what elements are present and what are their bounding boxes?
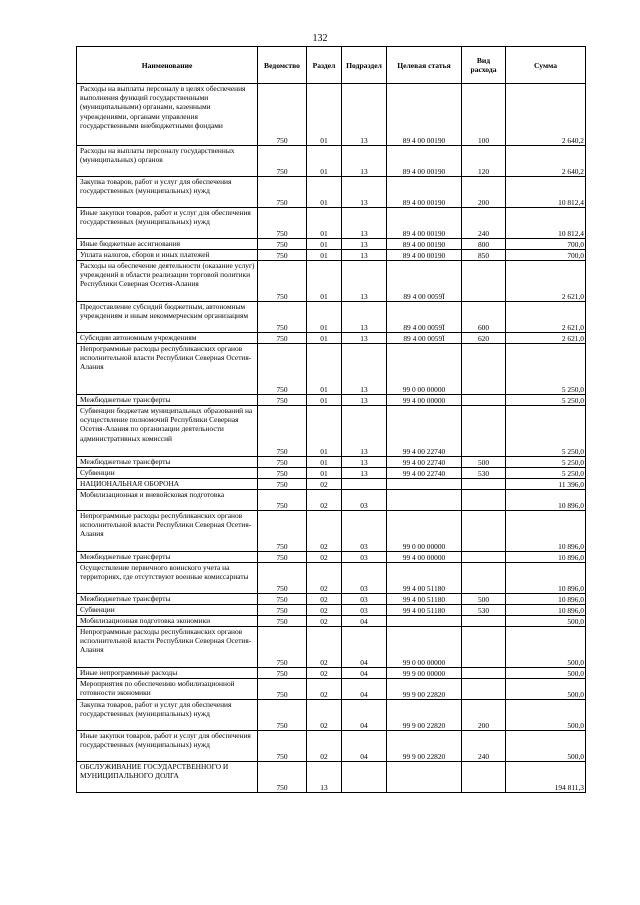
column-header-vedomstvo: Ведомство: [258, 47, 307, 84]
row-podrazdel-cell: 03: [342, 552, 387, 563]
row-podrazdel-cell: 04: [342, 700, 387, 731]
row-razdel-cell: 02: [307, 679, 342, 700]
row-podrazdel-cell: [342, 762, 387, 793]
row-name-cell: ОБСЛУЖИВАНИЕ ГОСУДАРСТВЕННОГО И МУНИЦИПАЛЬНОГО ДОЛГА: [77, 762, 258, 793]
row-target-article-cell: 99 9 00 22820: [387, 731, 462, 762]
row-name-cell: Закупка товаров, работ и услуг для обеспечения государственных (муниципальных) нужд: [77, 177, 258, 208]
row-name-cell: Субвенции: [77, 468, 258, 479]
row-vedomstvo-cell: 750: [258, 146, 307, 177]
column-header-expense-type: Вид расхода: [462, 47, 506, 84]
row-expense-type-cell: 500: [462, 457, 506, 468]
table-row: [77, 627, 586, 668]
table-row: [77, 84, 586, 146]
table-row: [77, 490, 586, 511]
row-podrazdel-cell: 04: [342, 668, 387, 679]
row-vedomstvo-cell: 750: [258, 490, 307, 511]
row-podrazdel-cell: 13: [342, 333, 387, 344]
row-sum-cell: 500,0: [506, 731, 586, 762]
row-vedomstvo-cell: 750: [258, 261, 307, 302]
table-row: [77, 511, 586, 552]
row-target-article-cell: 89 4 00 0059Ї: [387, 302, 462, 333]
row-podrazdel-cell: 04: [342, 731, 387, 762]
row-expense-type-cell: 120: [462, 146, 506, 177]
row-razdel-cell: 01: [307, 468, 342, 479]
table-row: [77, 668, 586, 679]
row-sum-cell: 10 896,0: [506, 490, 586, 511]
row-sum-cell: 2 621,0: [506, 261, 586, 302]
row-target-article-cell: 99 9 00 00000: [387, 668, 462, 679]
row-razdel-cell: 02: [307, 668, 342, 679]
table-row: [77, 177, 586, 208]
row-podrazdel-cell: 13: [342, 468, 387, 479]
row-vedomstvo-cell: 750: [258, 700, 307, 731]
row-razdel-cell: 01: [307, 395, 342, 406]
row-name-cell: Расходы на обеспечение деятельности (оказание услуг) учреждений в области реализации торговой политики Республики Северная Осетия-Алания: [77, 261, 258, 302]
row-target-article-cell: 89 4 00 00190: [387, 208, 462, 239]
row-expense-type-cell: 530: [462, 468, 506, 479]
row-name-cell: Мобилизационная подготовка экономики: [77, 616, 258, 627]
table-row: [77, 731, 586, 762]
row-podrazdel-cell: 13: [342, 208, 387, 239]
row-target-article-cell: 99 4 00 51180: [387, 605, 462, 616]
row-target-article-cell: 99 4 00 51180: [387, 563, 462, 594]
row-expense-type-cell: 620: [462, 333, 506, 344]
row-vedomstvo-cell: 750: [258, 457, 307, 468]
row-expense-type-cell: 200: [462, 177, 506, 208]
row-expense-type-cell: [462, 406, 506, 457]
row-sum-cell: 10 896,0: [506, 563, 586, 594]
row-expense-type-cell: [462, 679, 506, 700]
row-razdel-cell: 01: [307, 208, 342, 239]
table-row: [77, 594, 586, 605]
row-target-article-cell: [387, 490, 462, 511]
row-podrazdel-cell: 13: [342, 146, 387, 177]
table-row: [77, 261, 586, 302]
row-vedomstvo-cell: 750: [258, 616, 307, 627]
row-podrazdel-cell: [342, 479, 387, 490]
row-name-cell: Иные непрограммные расходы: [77, 668, 258, 679]
row-razdel-cell: 13: [307, 762, 342, 793]
row-razdel-cell: 02: [307, 594, 342, 605]
row-expense-type-cell: [462, 479, 506, 490]
row-sum-cell: 500,0: [506, 616, 586, 627]
row-sum-cell: 700,0: [506, 239, 586, 250]
row-name-cell: Закупка товаров, работ и услуг для обеспечения государственных (муниципальных) нужд: [77, 700, 258, 731]
row-razdel-cell: 01: [307, 457, 342, 468]
row-razdel-cell: 01: [307, 302, 342, 333]
row-razdel-cell: 02: [307, 605, 342, 616]
row-vedomstvo-cell: 750: [258, 239, 307, 250]
row-sum-cell: 5 250,0: [506, 344, 586, 395]
row-vedomstvo-cell: 750: [258, 594, 307, 605]
table-row: [77, 762, 586, 793]
row-podrazdel-cell: 13: [342, 177, 387, 208]
row-sum-cell: 10 812,4: [506, 177, 586, 208]
row-expense-type-cell: 530: [462, 605, 506, 616]
row-podrazdel-cell: 13: [342, 395, 387, 406]
row-expense-type-cell: 500: [462, 594, 506, 605]
row-target-article-cell: [387, 616, 462, 627]
row-sum-cell: 10 896,0: [506, 605, 586, 616]
row-sum-cell: 5 250,0: [506, 395, 586, 406]
row-vedomstvo-cell: 750: [258, 563, 307, 594]
row-podrazdel-cell: 13: [342, 250, 387, 261]
row-vedomstvo-cell: 750: [258, 250, 307, 261]
row-razdel-cell: 02: [307, 479, 342, 490]
row-vedomstvo-cell: 750: [258, 552, 307, 563]
row-expense-type-cell: [462, 563, 506, 594]
row-name-cell: Межбюджетные трансферты: [77, 395, 258, 406]
row-sum-cell: 500,0: [506, 700, 586, 731]
row-sum-cell: 500,0: [506, 668, 586, 679]
row-razdel-cell: 01: [307, 84, 342, 146]
table-row: [77, 552, 586, 563]
row-podrazdel-cell: 04: [342, 616, 387, 627]
row-podrazdel-cell: 04: [342, 627, 387, 668]
row-target-article-cell: [387, 762, 462, 793]
row-expense-type-cell: [462, 668, 506, 679]
table-row: [77, 700, 586, 731]
row-podrazdel-cell: 03: [342, 511, 387, 552]
row-podrazdel-cell: 13: [342, 406, 387, 457]
row-target-article-cell: 99 9 00 22820: [387, 679, 462, 700]
row-name-cell: Межбюджетные трансферты: [77, 594, 258, 605]
row-target-article-cell: 99 9 00 22820: [387, 700, 462, 731]
row-razdel-cell: 02: [307, 731, 342, 762]
row-name-cell: Иные бюджетные ассигнования: [77, 239, 258, 250]
row-target-article-cell: 99 4 00 22740: [387, 457, 462, 468]
row-vedomstvo-cell: 750: [258, 731, 307, 762]
table-row: [77, 146, 586, 177]
budget-table: [76, 46, 586, 793]
row-podrazdel-cell: 13: [342, 457, 387, 468]
row-podrazdel-cell: 13: [342, 84, 387, 146]
column-header-target-article: Целевая статья: [387, 47, 462, 84]
row-expense-type-cell: [462, 490, 506, 511]
row-sum-cell: 10 812,4: [506, 208, 586, 239]
row-vedomstvo-cell: 750: [258, 627, 307, 668]
row-podrazdel-cell: 03: [342, 563, 387, 594]
row-sum-cell: 2 640,2: [506, 84, 586, 146]
row-vedomstvo-cell: 750: [258, 762, 307, 793]
row-vedomstvo-cell: 750: [258, 302, 307, 333]
row-expense-type-cell: 200: [462, 700, 506, 731]
row-vedomstvo-cell: 750: [258, 84, 307, 146]
row-name-cell: Мобилизационная и вневойсковая подготовка: [77, 490, 258, 511]
row-name-cell: Непрограммные расходы республиканских органов исполнительной власти Республики Северная Осетия-Алания: [77, 511, 258, 552]
row-expense-type-cell: [462, 762, 506, 793]
row-expense-type-cell: 240: [462, 208, 506, 239]
row-name-cell: Иные закупки товаров, работ и услуг для обеспечения государственных (муниципальных) нужд: [77, 208, 258, 239]
row-expense-type-cell: [462, 261, 506, 302]
row-vedomstvo-cell: 750: [258, 511, 307, 552]
row-target-article-cell: 89 4 00 00190: [387, 177, 462, 208]
row-name-cell: Осуществление первичного воинского учета на территориях, где отсутствуют военные комиссариаты: [77, 563, 258, 594]
row-name-cell: Расходы на выплаты персоналу государственных (муниципальных) органов: [77, 146, 258, 177]
row-razdel-cell: 02: [307, 563, 342, 594]
row-name-cell: Расходы на выплаты персоналу в целях обеспечения выполнения функций государственными (муниципальными) органами, казенными учреждениями, органами управления государственными внебюджетными фондами: [77, 84, 258, 146]
row-vedomstvo-cell: 750: [258, 679, 307, 700]
row-podrazdel-cell: 13: [342, 344, 387, 395]
row-target-article-cell: 99 4 00 22740: [387, 406, 462, 457]
table-row: [77, 468, 586, 479]
row-vedomstvo-cell: 750: [258, 468, 307, 479]
row-vedomstvo-cell: 750: [258, 177, 307, 208]
row-vedomstvo-cell: 750: [258, 344, 307, 395]
row-target-article-cell: 99 4 00 00000: [387, 395, 462, 406]
column-header-sum: Сумма: [506, 47, 586, 84]
row-podrazdel-cell: 13: [342, 239, 387, 250]
table-row: [77, 457, 586, 468]
table-row: [77, 406, 586, 457]
row-sum-cell: 5 250,0: [506, 406, 586, 457]
row-razdel-cell: 01: [307, 177, 342, 208]
row-sum-cell: 2 640,2: [506, 146, 586, 177]
row-razdel-cell: 01: [307, 344, 342, 395]
row-expense-type-cell: 800: [462, 239, 506, 250]
row-name-cell: Субсидии автономным учреждениям: [77, 333, 258, 344]
row-target-article-cell: 99 0 00 00000: [387, 344, 462, 395]
row-target-article-cell: 99 4 00 22740: [387, 468, 462, 479]
row-name-cell: Межбюджетные трансферты: [77, 552, 258, 563]
table-row: [77, 479, 586, 490]
row-name-cell: Межбюджетные трансферты: [77, 457, 258, 468]
row-sum-cell: 500,0: [506, 679, 586, 700]
row-podrazdel-cell: 03: [342, 594, 387, 605]
row-name-cell: Уплата налогов, сборов и иных платежей: [77, 250, 258, 261]
table-row: [77, 344, 586, 395]
row-sum-cell: 2 621,0: [506, 302, 586, 333]
row-sum-cell: 700,0: [506, 250, 586, 261]
row-vedomstvo-cell: 750: [258, 208, 307, 239]
table-row: [77, 605, 586, 616]
row-vedomstvo-cell: 750: [258, 395, 307, 406]
row-razdel-cell: 01: [307, 146, 342, 177]
row-name-cell: Субвенции бюджетам муниципальных образований на осуществление полномочий Республики Северная Осетия-Алания по организации деятельности административных комиссий: [77, 406, 258, 457]
row-expense-type-cell: 600: [462, 302, 506, 333]
row-vedomstvo-cell: 750: [258, 333, 307, 344]
row-vedomstvo-cell: 750: [258, 479, 307, 490]
table-row: [77, 239, 586, 250]
row-expense-type-cell: 240: [462, 731, 506, 762]
table-row: [77, 333, 586, 344]
row-sum-cell: 2 621,0: [506, 333, 586, 344]
row-target-article-cell: 99 4 00 51180: [387, 594, 462, 605]
row-expense-type-cell: [462, 627, 506, 668]
row-expense-type-cell: 850: [462, 250, 506, 261]
table-row: [77, 302, 586, 333]
row-name-cell: НАЦИОНАЛЬНАЯ ОБОРОНА: [77, 479, 258, 490]
table-row: [77, 563, 586, 594]
row-expense-type-cell: 100: [462, 84, 506, 146]
row-sum-cell: 5 250,0: [506, 468, 586, 479]
row-razdel-cell: 02: [307, 616, 342, 627]
row-target-article-cell: 89 4 00 00190: [387, 146, 462, 177]
column-header-podrazdel: Подраздел: [342, 47, 387, 84]
row-razdel-cell: 02: [307, 552, 342, 563]
row-target-article-cell: 89 4 00 0059Ї: [387, 261, 462, 302]
row-expense-type-cell: [462, 395, 506, 406]
row-sum-cell: 194 811,3: [506, 762, 586, 793]
row-razdel-cell: 02: [307, 490, 342, 511]
row-vedomstvo-cell: 750: [258, 406, 307, 457]
row-podrazdel-cell: 03: [342, 490, 387, 511]
row-target-article-cell: 99 0 00 00000: [387, 511, 462, 552]
row-sum-cell: 10 896,0: [506, 594, 586, 605]
row-razdel-cell: 01: [307, 239, 342, 250]
row-name-cell: Непрограммные расходы республиканских органов исполнительной власти Республики Северная Осетия-Алания: [77, 344, 258, 395]
row-sum-cell: 10 896,0: [506, 552, 586, 563]
row-target-article-cell: 89 4 00 00190: [387, 250, 462, 261]
row-name-cell: Непрограммные расходы республиканских органов исполнительной власти Республики Северная Осетия-Алания: [77, 627, 258, 668]
row-sum-cell: 10 896,0: [506, 511, 586, 552]
row-expense-type-cell: [462, 511, 506, 552]
row-vedomstvo-cell: 750: [258, 605, 307, 616]
table-row: [77, 616, 586, 627]
row-razdel-cell: 02: [307, 700, 342, 731]
row-name-cell: Субвенции: [77, 605, 258, 616]
row-razdel-cell: 01: [307, 333, 342, 344]
row-razdel-cell: 01: [307, 406, 342, 457]
row-name-cell: Мероприятия по обеспечению мобилизационной готовности экономики: [77, 679, 258, 700]
row-target-article-cell: 89 4 00 00190: [387, 239, 462, 250]
row-expense-type-cell: [462, 552, 506, 563]
page-number: 132: [312, 33, 328, 44]
row-podrazdel-cell: 04: [342, 679, 387, 700]
table-row: [77, 250, 586, 261]
row-razdel-cell: 01: [307, 250, 342, 261]
row-podrazdel-cell: 03: [342, 605, 387, 616]
table-row: [77, 679, 586, 700]
row-sum-cell: 5 250,0: [506, 457, 586, 468]
row-target-article-cell: 99 0 00 00000: [387, 627, 462, 668]
row-sum-cell: 11 396,0: [506, 479, 586, 490]
column-header-name: Наименование: [77, 47, 258, 84]
row-sum-cell: 500,0: [506, 627, 586, 668]
row-expense-type-cell: [462, 344, 506, 395]
row-target-article-cell: 89 4 00 00190: [387, 84, 462, 146]
row-razdel-cell: 01: [307, 261, 342, 302]
row-name-cell: Предоставление субсидий бюджетным, автономным учреждениям и иным некоммерческим организациям: [77, 302, 258, 333]
row-expense-type-cell: [462, 616, 506, 627]
row-name-cell: Иные закупки товаров, работ и услуг для обеспечения государственных (муниципальных) нужд: [77, 731, 258, 762]
table-body: [77, 84, 586, 793]
row-razdel-cell: 02: [307, 511, 342, 552]
row-razdel-cell: 02: [307, 627, 342, 668]
row-target-article-cell: [387, 479, 462, 490]
row-target-article-cell: 89 4 00 0059Ї: [387, 333, 462, 344]
row-target-article-cell: 99 4 00 00000: [387, 552, 462, 563]
table-row: [77, 208, 586, 239]
table-row: [77, 395, 586, 406]
row-vedomstvo-cell: 750: [258, 668, 307, 679]
column-header-razdel: Раздел: [307, 47, 342, 84]
row-podrazdel-cell: 13: [342, 261, 387, 302]
row-podrazdel-cell: 13: [342, 302, 387, 333]
table-header-row: [77, 47, 586, 84]
